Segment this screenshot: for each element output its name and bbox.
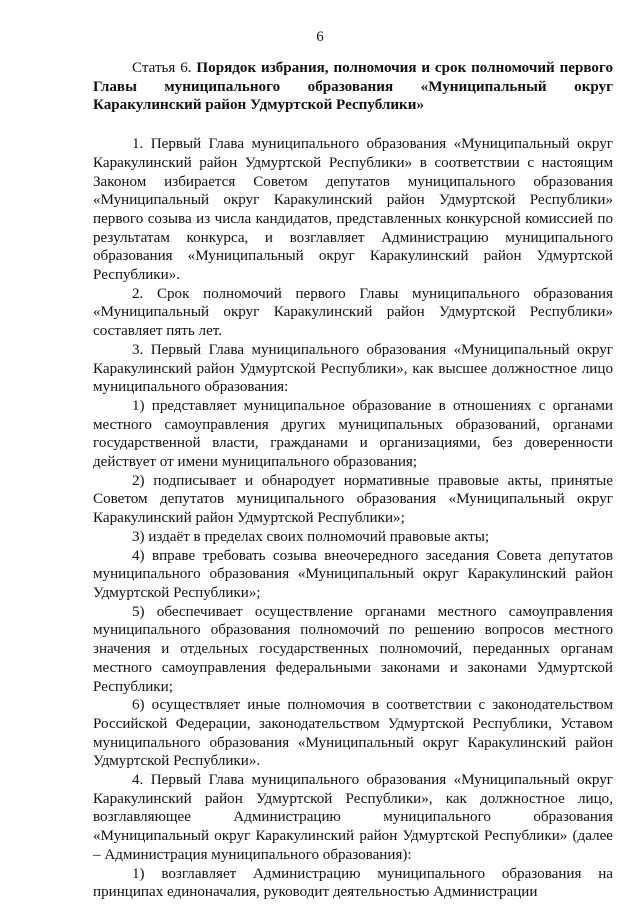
list-item-2: 2) подписывает и обнародует нормативные правовые акты, принятые Советом депутатов муниципального образования «Муниципальный округ Каракулинский район Удмуртской Республики»;	[93, 472, 613, 527]
page-number: 6	[316, 29, 324, 45]
list-item-4-1: 1) возглавляет Администрацию муниципального образования на принципах единоначалия, руководит деятельностью Администрации	[93, 865, 613, 901]
list-item-4: 4) вправе требовать созыва внеочередного заседания Совета депутатов муниципального образования «Муниципальный округ Каракулинский район Удмуртской Республики»;	[93, 547, 613, 601]
paragraph-2: 2. Срок полномочий первого Главы муниципального образования «Муниципальный округ Каракулинский район Удмуртской Республики» составляет пять лет.	[93, 285, 613, 340]
paragraph-1: 1. Первый Глава муниципального образования «Муниципальный округ Каракулинский район Удмуртской Республики» в соответствии с настоящим Законом избирается Советом депутатов муниципального образования «Муниципальный округ Каракулинский район Удмуртской Республики» первого созыва из числа кандидатов, представленных конкурсной комиссией по результатам конкурса, и возглавляет Администрацию муниципального образования «Муниципальный округ Каракулинский район Удмуртской Республики».	[93, 136, 613, 284]
list-item-1: 1) представляет муниципальное образование в отношениях с органами местного самоуправления других муниципальных образований, органами государственной власти, гражданами и организациями, без доверенности действует от имени муниципального образования;	[93, 397, 613, 471]
list-item-5: 5) обеспечивает осуществление органами местного самоуправления муниципального образования полномочий по решению вопросов местного значения и отдельных государственных полномочий, переданных органам местного самоуправления федеральными законами и законами Удмуртской Республики;	[93, 603, 613, 695]
article-title: Порядок избрания, полномочия и срок полномочий первого Главы муниципального образования «Муниципальный округ Каракулинский район Удмуртской Республики»	[93, 60, 613, 114]
article-label: Статья 6.	[132, 60, 192, 76]
paragraph-3: 3. Первый Глава муниципального образования «Муниципальный округ Каракулинский район Удмуртской Республики», как высшее должностное лицо муниципального образования:	[93, 341, 613, 396]
list-item-3: 3) издаёт в пределах своих полномочий правовые акты;	[132, 528, 490, 545]
article-heading	[93, 59, 613, 115]
list-item-6: 6) осуществляет иные полномочия в соответствии с законодательством Российской Федерации, законодательством Удмуртской Республики, Уставом муниципального образования «Муниципальный округ Каракулинский район Удмуртской Республики».	[93, 697, 613, 770]
paragraph-4: 4. Первый Глава муниципального образования «Муниципальный округ Каракулинский район Удмуртской Республики», как должностное лицо, возглавляющее Администрацию муниципального образования «Муниципальный округ Каракулинский район Удмуртской Республики» (далее – Администрация муниципального образования):	[93, 772, 613, 863]
document-body	[93, 59, 613, 902]
